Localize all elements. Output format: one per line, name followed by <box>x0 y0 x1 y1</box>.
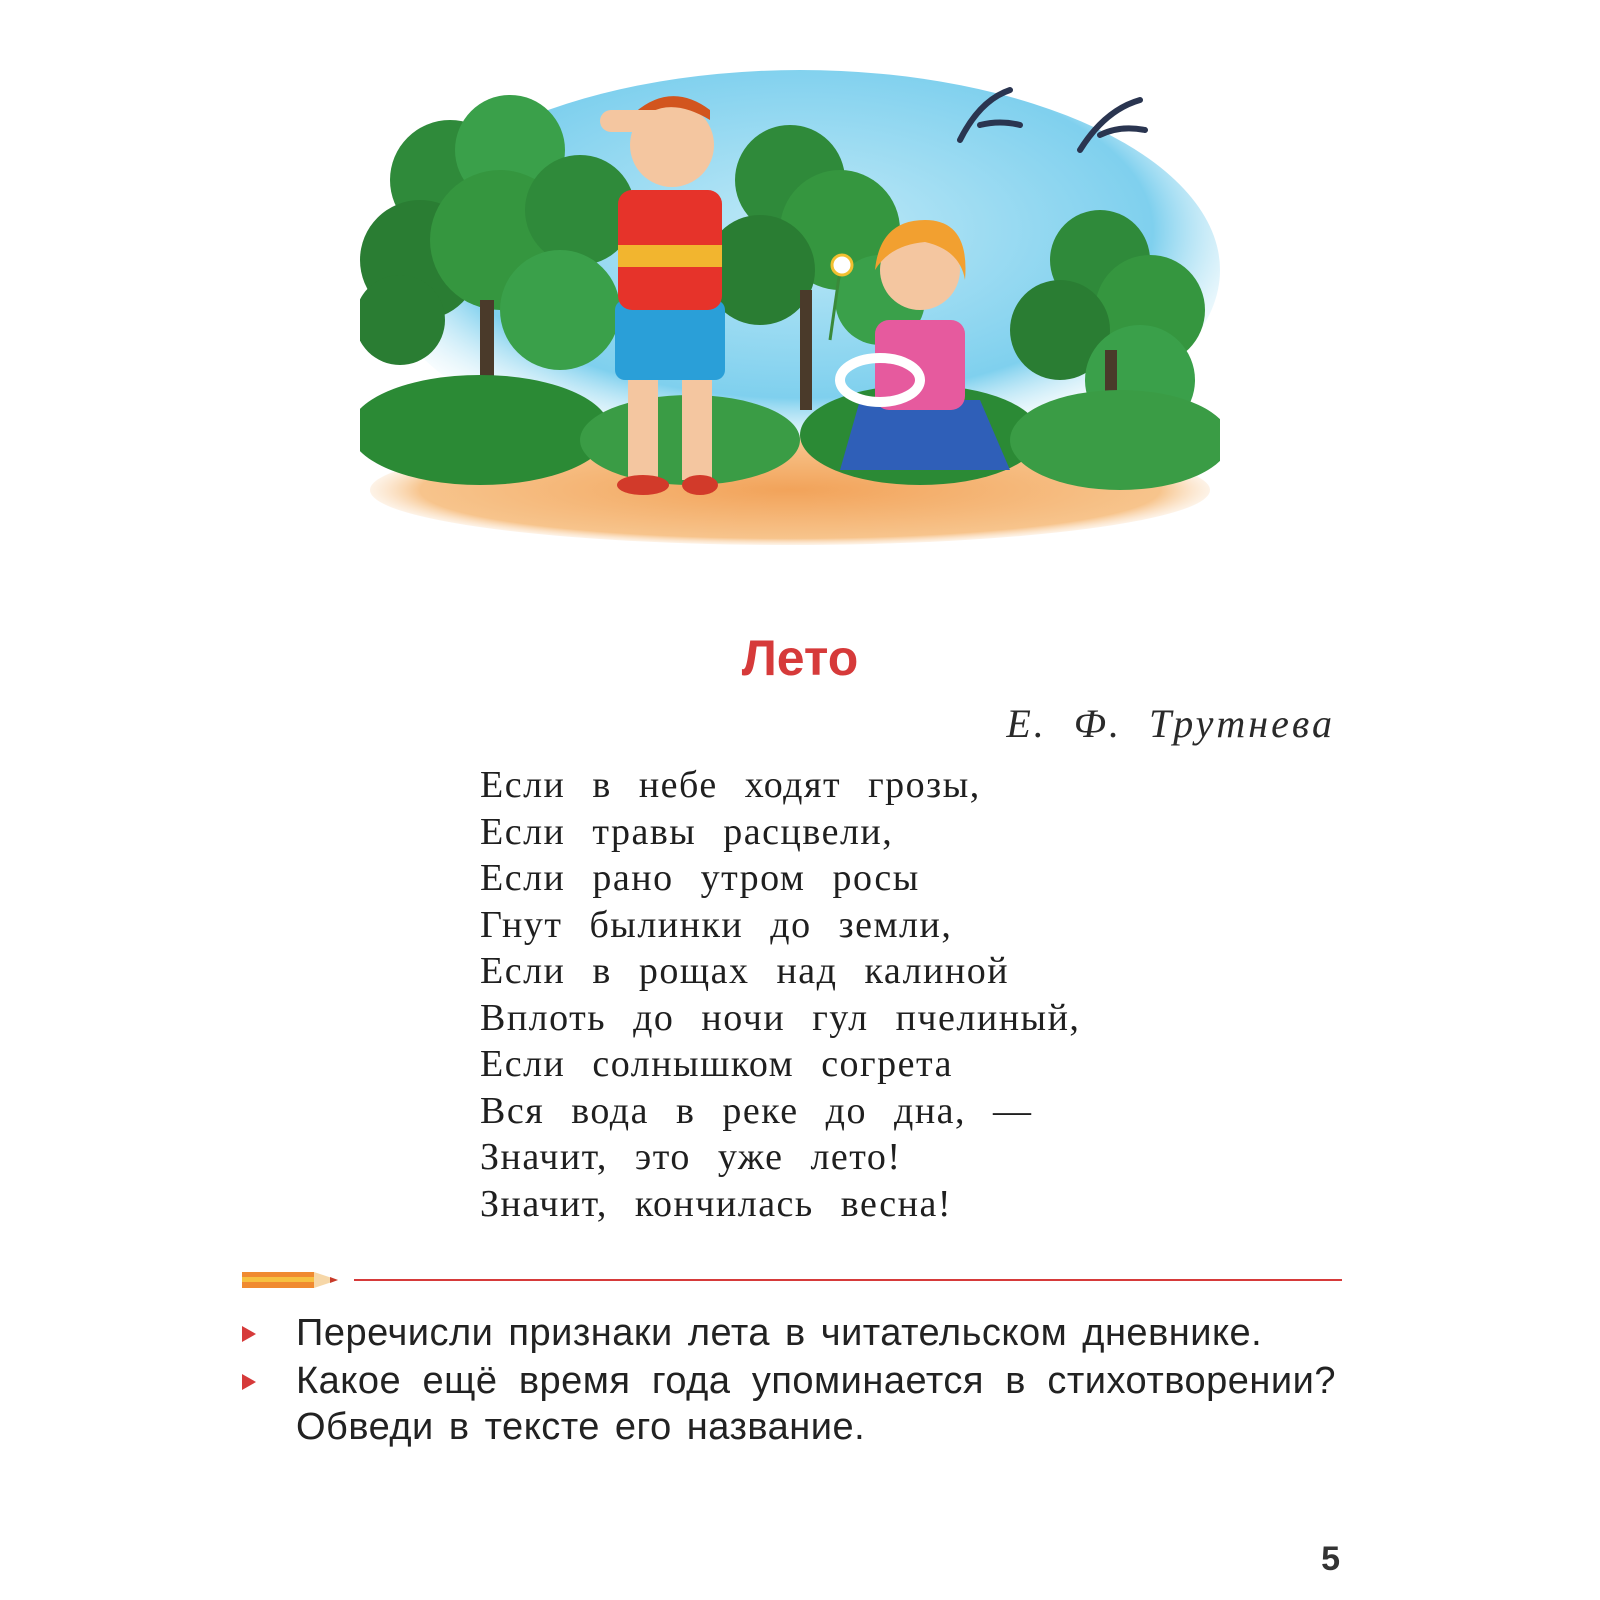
page-number: 5 <box>1321 1540 1340 1578</box>
pencil-icon <box>242 1272 338 1288</box>
poem-line: Значит, кончилась весна! <box>480 1182 953 1225</box>
poem-line: Если солнышком согрета <box>480 1043 953 1085</box>
poem-text <box>480 762 1080 1227</box>
task-item <box>242 1358 1336 1450</box>
poem-line: Если травы расцвели, <box>480 810 894 853</box>
poem-line: Вся вода в реке до дна, — <box>480 1089 1033 1132</box>
task-list <box>242 1310 1336 1452</box>
poem-line: Вплоть до ночи гул пчелиный, <box>480 996 1081 1039</box>
task-item <box>242 1310 1336 1356</box>
poem-line: Если рано утром росы <box>480 857 920 899</box>
poem-line: Значит, это уже лето! <box>480 1136 902 1178</box>
triangle-bullet-icon <box>242 1374 256 1390</box>
task-text: Какое ещё время года упоминается в стихотворении? Обведи в тексте его название. <box>296 1360 1336 1448</box>
task-text: Перечисли признаки лета в читательском дневнике. <box>296 1312 1263 1354</box>
triangle-bullet-icon <box>242 1326 256 1342</box>
section-divider <box>242 1268 1342 1292</box>
poem-title: Лето <box>741 630 859 686</box>
poem-author: Е. Ф. Трутнева <box>1006 701 1335 746</box>
poem-line: Если в рощах над калиной <box>480 950 1010 992</box>
poem-line: Если в небе ходят грозы, <box>480 764 981 806</box>
poem-line: Гнут былинки до земли, <box>480 903 953 946</box>
summer-illustration <box>360 70 1220 550</box>
